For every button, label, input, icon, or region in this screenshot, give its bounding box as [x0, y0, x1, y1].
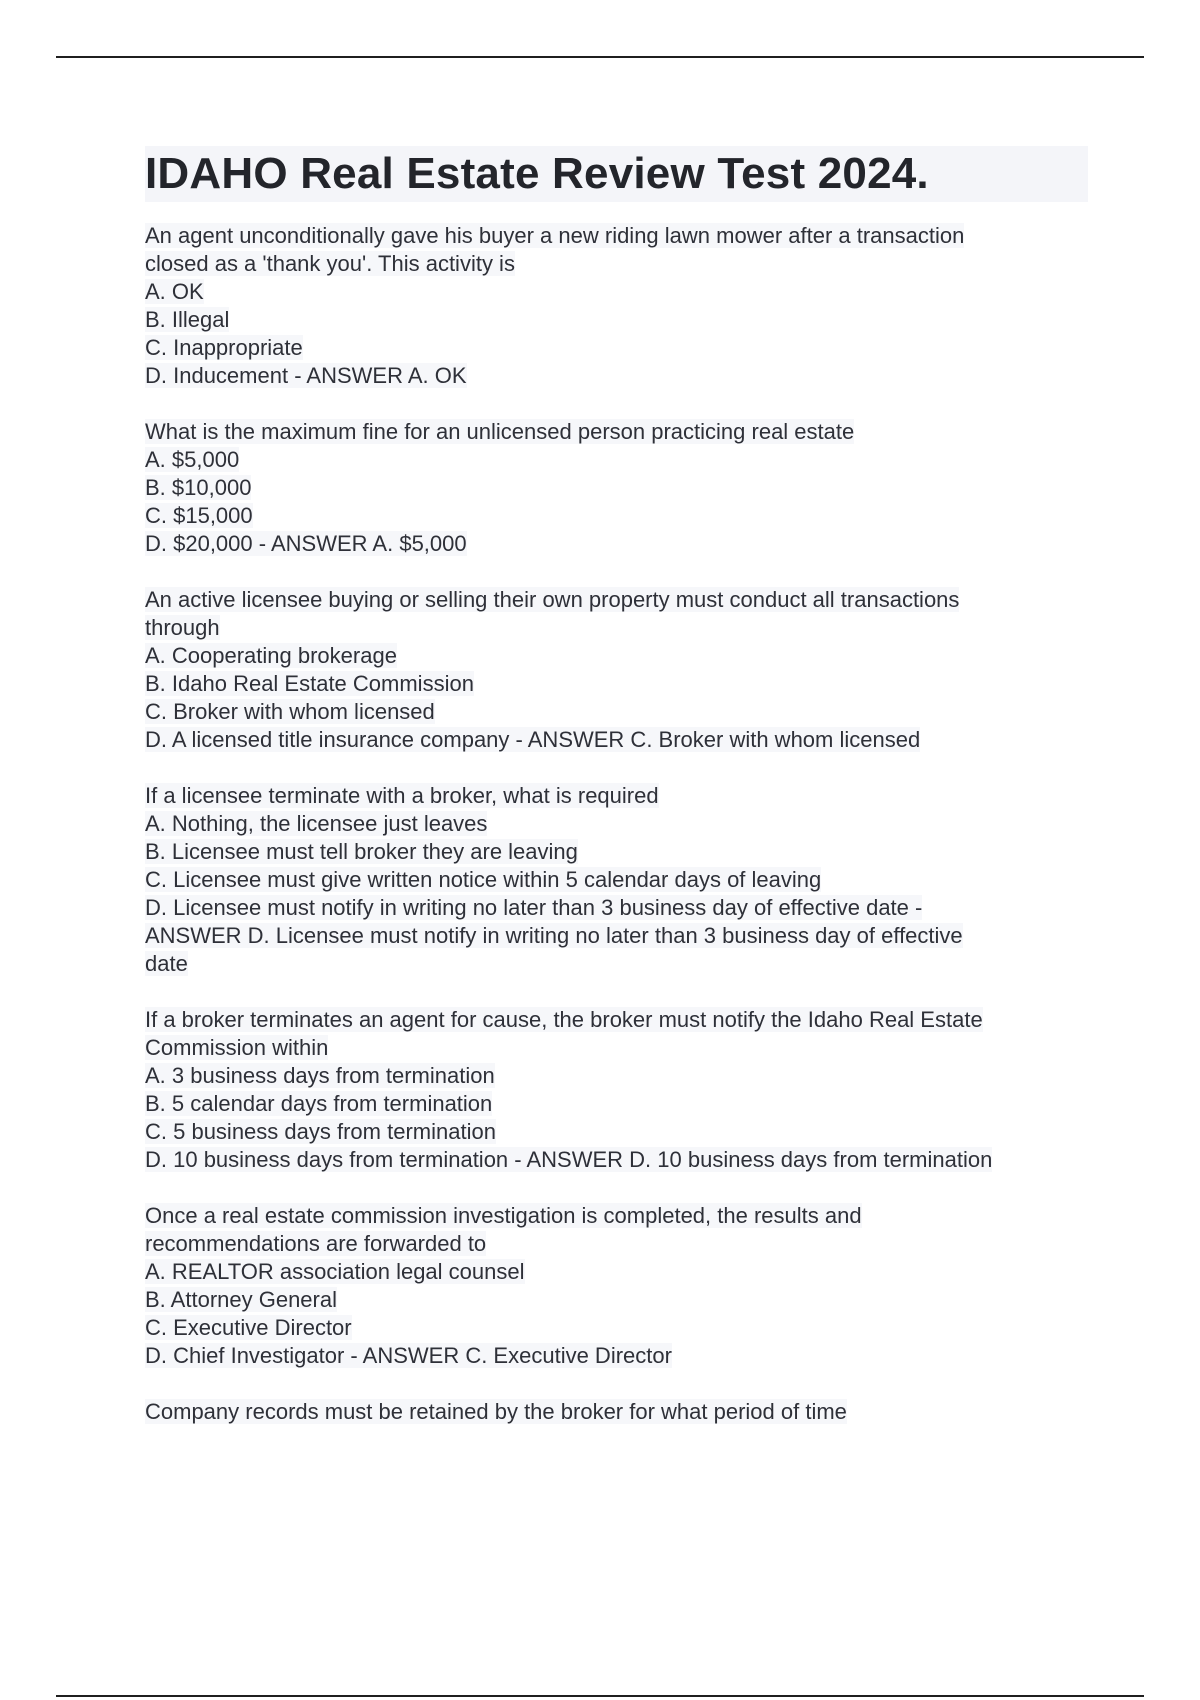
- question-line: What is the maximum fine for an unlicensed person practicing real estate: [145, 419, 855, 444]
- answer-option: C. Broker with whom licensed: [145, 699, 435, 724]
- answer-option-with-answer: D. $20,000 - ANSWER A. $5,000: [145, 531, 467, 556]
- answer-option: A. 3 business days from termination: [145, 1063, 495, 1088]
- document-title: IDAHO Real Estate Review Test 2024.: [145, 146, 1088, 202]
- answer-option: B. Licensee must tell broker they are leaving: [145, 839, 578, 864]
- answer-option: B. Illegal: [145, 307, 230, 332]
- answer-option: C. $15,000: [145, 503, 253, 528]
- answer-option: C. Inappropriate: [145, 335, 303, 360]
- question-line: through: [145, 615, 220, 640]
- question-line: closed as a 'thank you'. This activity is: [145, 251, 515, 276]
- question-6: [145, 1202, 1090, 1370]
- question-4: [145, 782, 1090, 978]
- answer-option-with-answer: D. Chief Investigator - ANSWER C. Executive Director: [145, 1343, 672, 1368]
- answer-option: A. Nothing, the licensee just leaves: [145, 811, 488, 836]
- answer-option: B. 5 calendar days from termination: [145, 1091, 493, 1116]
- answer-option: C. Executive Director: [145, 1315, 352, 1340]
- question-line: Once a real estate commission investigation is completed, the results and: [145, 1203, 862, 1228]
- question-line: An active licensee buying or selling their own property must conduct all transactions: [145, 587, 960, 612]
- top-rule: [56, 56, 1144, 58]
- answer-option: A. Cooperating brokerage: [145, 643, 397, 668]
- question-line: recommendations are forwarded to: [145, 1231, 487, 1256]
- question-1: [145, 222, 1090, 390]
- answer-option: D. Licensee must notify in writing no later than 3 business day of effective date -: [145, 895, 923, 920]
- question-line: If a broker terminates an agent for cause, the broker must notify the Idaho Real Estate: [145, 1007, 983, 1032]
- answer-option: B. $10,000: [145, 475, 252, 500]
- answer-option: A. $5,000: [145, 447, 240, 472]
- answer-option: C. Licensee must give written notice within 5 calendar days of leaving: [145, 867, 822, 892]
- bottom-rule: [56, 1695, 1144, 1697]
- answer-option: A. REALTOR association legal counsel: [145, 1259, 525, 1284]
- question-line: An agent unconditionally gave his buyer a new riding lawn mower after a transaction: [145, 223, 965, 248]
- question-7: [145, 1398, 1090, 1426]
- question-line: Company records must be retained by the broker for what period of time: [145, 1399, 847, 1424]
- answer-line: date: [145, 951, 188, 976]
- question-line: Commission within: [145, 1035, 329, 1060]
- answer-option: A. OK: [145, 279, 204, 304]
- question-2: [145, 418, 1090, 558]
- answer-option-with-answer: D. Inducement - ANSWER A. OK: [145, 363, 467, 388]
- answer-option: B. Idaho Real Estate Commission: [145, 671, 474, 696]
- answer-option-with-answer: D. 10 business days from termination - ANSWER D. 10 business days from termination: [145, 1147, 993, 1172]
- question-line: If a licensee terminate with a broker, what is required: [145, 783, 659, 808]
- answer-line: ANSWER D. Licensee must notify in writing no later than 3 business day of effective: [145, 923, 963, 948]
- answer-option: B. Attorney General: [145, 1287, 337, 1312]
- answer-option: C. 5 business days from termination: [145, 1119, 496, 1144]
- question-3: [145, 586, 1090, 754]
- question-5: [145, 1006, 1090, 1174]
- answer-option-with-answer: D. A licensed title insurance company - ANSWER C. Broker with whom licensed: [145, 727, 921, 752]
- document-body: [145, 146, 1090, 1454]
